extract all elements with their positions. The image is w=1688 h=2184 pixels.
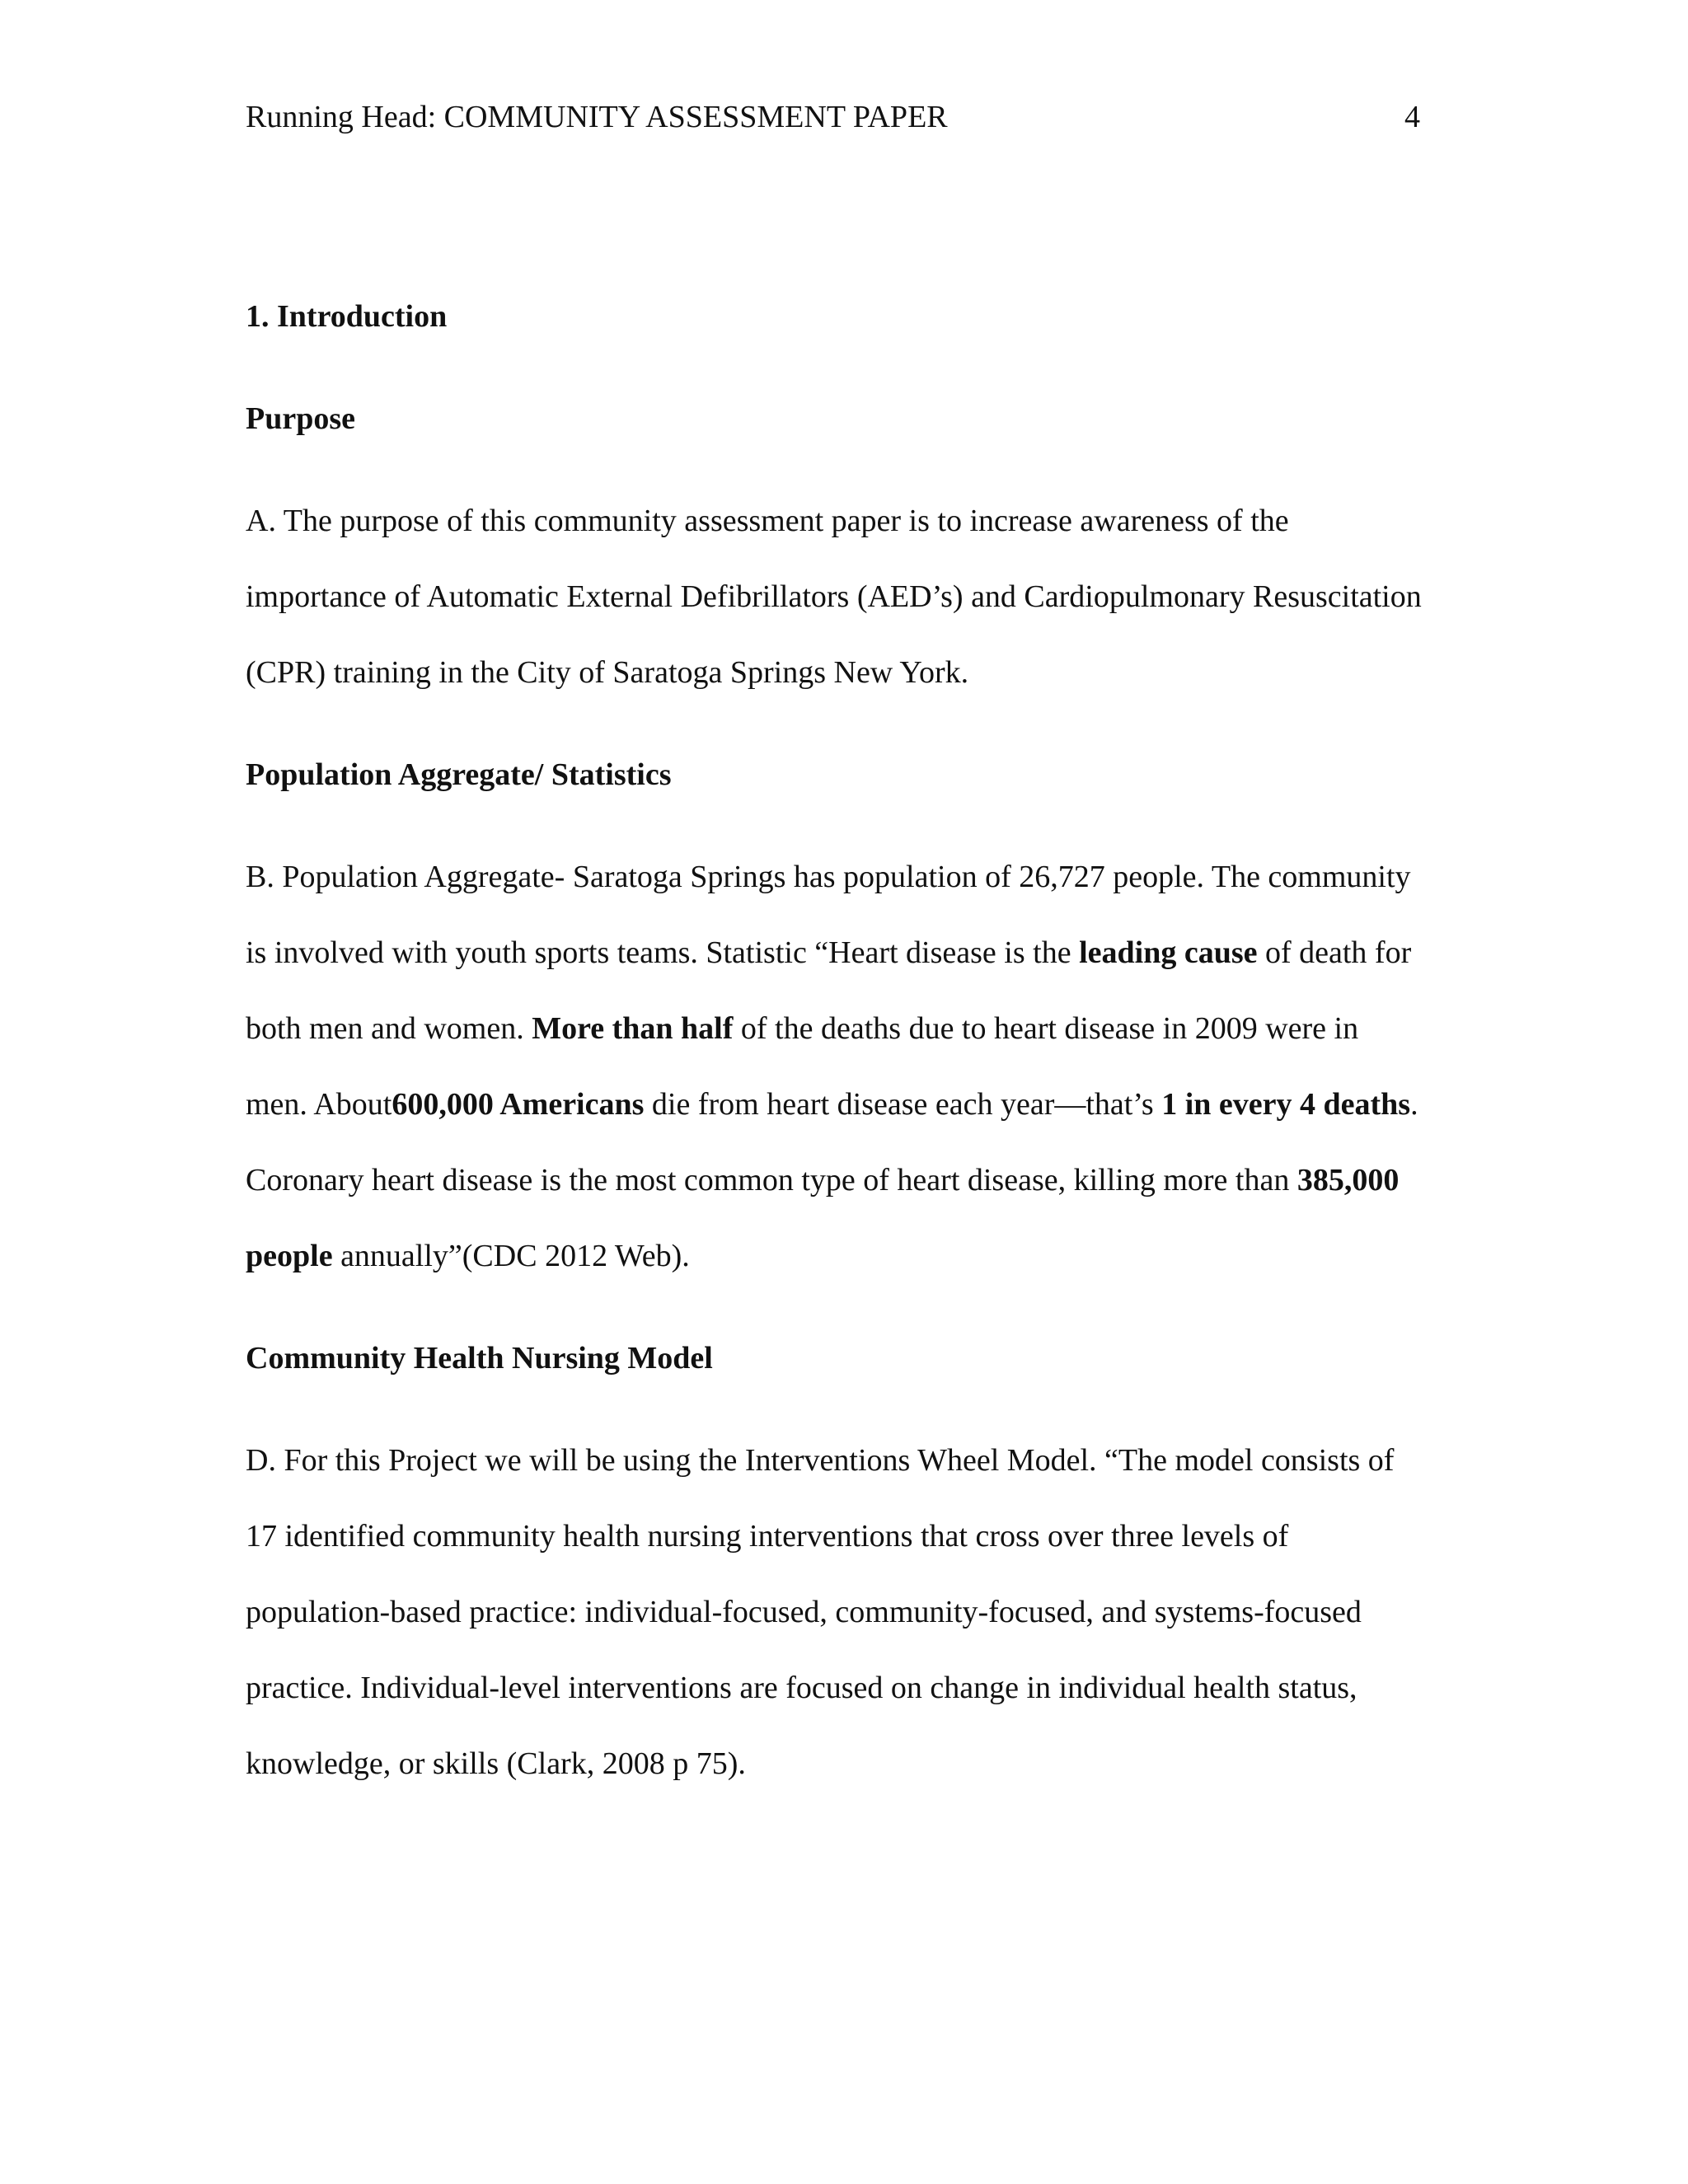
running-head: Running Head: COMMUNITY ASSESSMENT PAPER bbox=[246, 100, 948, 134]
section-heading-population: Population Aggregate/ Statistics bbox=[246, 757, 672, 792]
document-body bbox=[246, 279, 1424, 1828]
population-text-4: die from heart disease each year—that’s bbox=[644, 1087, 1162, 1122]
bold-more-than-half: More than half bbox=[532, 1011, 734, 1046]
population-text-5: . Coronary heart disease is the most common type of heart disease, killing more than bbox=[246, 1087, 1418, 1197]
section-heading-purpose: Purpose bbox=[246, 401, 355, 436]
paragraph-purpose: A. The purpose of this community assessment paper is to increase awareness of the importance of Automatic External Defibrillators (AED’s) and Cardiopulmonary Resuscitation (CPR) training in the City of Saratoga Springs New York. bbox=[246, 504, 1422, 690]
population-text-2: of death for both men and women. bbox=[246, 935, 1412, 1046]
population-text-6: annually”(CDC 2012 Web). bbox=[332, 1239, 690, 1273]
population-text-3: of the deaths due to heart disease in 2009 were in men. About bbox=[246, 1011, 1359, 1122]
section-heading-introduction: 1. Introduction bbox=[246, 299, 448, 334]
paragraph-nursing-model: D. For this Project we will be using the Interventions Wheel Model. “The model consists of 17 identified community health nursing interventions that cross over three levels of population-based practice: individual-focused, community-focused, and systems-focused practice. Individual-level interventions are focused on change in individual health status, knowledge, or skills (Clark, 2008 p 75). bbox=[246, 1443, 1395, 1781]
bold-leading-cause: leading cause bbox=[1079, 935, 1258, 970]
page-number: 4 bbox=[1404, 100, 1420, 134]
bold-385000-people: 385,000 people bbox=[246, 1163, 1400, 1273]
paragraph-population bbox=[246, 839, 1424, 1294]
bold-1-in-4-deaths: 1 in every 4 deaths bbox=[1161, 1087, 1411, 1122]
section-heading-nursing-model: Community Health Nursing Model bbox=[246, 1341, 713, 1376]
bold-600000-americans: 600,000 Americans bbox=[392, 1087, 645, 1122]
population-text-1: B. Population Aggregate- Saratoga Springs has population of 26,727 people. The community is involved with youth sports teams. Statistic “Heart disease is the bbox=[246, 860, 1411, 970]
